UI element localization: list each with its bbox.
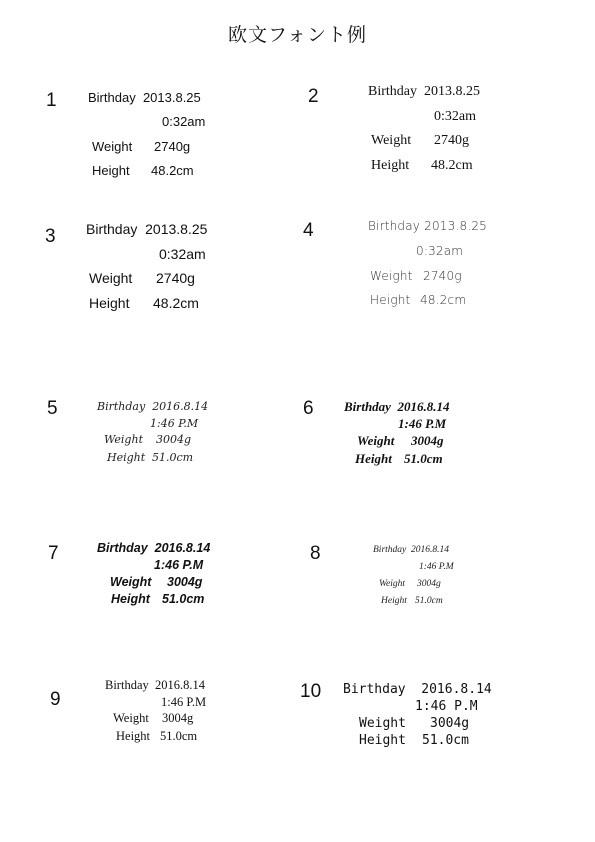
height-line (355, 451, 443, 467)
weight-value: 3004g (430, 716, 470, 731)
birth-time: 0:32am (434, 109, 476, 124)
birth-date: 2016.8.14 (411, 545, 449, 555)
height-label: Height (107, 451, 146, 464)
birthday-line (373, 545, 449, 555)
weight-line (110, 575, 202, 589)
birthday-line (97, 400, 208, 413)
birthday-line (368, 219, 487, 233)
height-line (381, 596, 443, 606)
height-label: Height (381, 596, 407, 606)
birthday-label: Birthday (368, 84, 417, 99)
weight-value: 3004g (156, 433, 192, 446)
weight-value: 3004g (411, 433, 444, 448)
birthday-label: Birthday (344, 399, 391, 414)
birth-date: 2013.8.25 (142, 90, 201, 105)
birth-date: 2016.8.14 (397, 399, 450, 414)
sample-number: 3 (45, 226, 56, 247)
birth-time: 0:32am (162, 114, 206, 129)
sample-number: 2 (308, 86, 319, 107)
weight-label: Weight (379, 579, 406, 589)
weight-value: 3004g (167, 575, 203, 589)
birthday-line (344, 399, 449, 415)
birth-time: 0:32am (159, 246, 206, 262)
height-label: Height (111, 592, 150, 606)
weight-line (371, 133, 469, 149)
birth-date: 2013.8.25 (424, 84, 480, 99)
weight-value: 2740g (154, 139, 191, 154)
weight-value: 3004g (417, 579, 441, 589)
sample-number: 4 (303, 220, 314, 241)
weight-label: Weight (113, 711, 149, 725)
height-value: 51.0cm (160, 729, 198, 743)
sample-number: 8 (310, 543, 321, 564)
birthday-label: Birthday (105, 678, 149, 692)
birth-time: 0:32am (416, 244, 464, 258)
height-value: 48.2cm (151, 163, 194, 178)
sample-number: 5 (47, 398, 58, 419)
birthday-label: Birthday (97, 400, 146, 413)
weight-line (113, 711, 193, 726)
height-label: Height (89, 295, 130, 311)
weight-line (379, 579, 441, 589)
birth-time: 1:46 P.M (150, 417, 199, 430)
weight-label: Weight (89, 270, 133, 286)
height-value: 51.0cm (422, 733, 469, 748)
birth-date: 2016.8.14 (421, 682, 492, 697)
height-label: Height (359, 733, 406, 748)
birth-date: 2016.8.14 (155, 678, 205, 692)
weight-value: 2740g (434, 133, 469, 148)
birth-time: 1:46 P.M (154, 558, 204, 572)
height-value: 51.0cm (404, 451, 443, 466)
sample-number: 6 (303, 398, 314, 419)
height-value: 51.0cm (152, 451, 194, 464)
birthday-label: Birthday (86, 221, 138, 237)
weight-label: Weight (370, 269, 413, 283)
birthday-label: Birthday (373, 545, 407, 555)
birth-time: 1:46 P.M (415, 699, 478, 714)
birth-time: 1:46 P.M (419, 562, 454, 572)
birthday-line (88, 90, 201, 105)
weight-value: 2740g (156, 270, 195, 286)
birthday-label: Birthday (97, 541, 148, 555)
height-label: Height (370, 293, 411, 307)
weight-line (359, 716, 469, 731)
height-value: 48.2cm (420, 293, 467, 307)
height-line (371, 158, 473, 174)
height-line (359, 733, 469, 748)
height-value: 48.2cm (431, 158, 473, 173)
birth-time: 1:46 P.M (398, 416, 447, 431)
birth-date: 2016.8.14 (152, 400, 209, 413)
height-label: Height (355, 451, 392, 466)
birth-time: 1:46 P.M (161, 695, 207, 709)
weight-label: Weight (104, 433, 143, 446)
weight-value: 2740g (423, 269, 462, 283)
weight-label: Weight (110, 575, 152, 589)
weight-value: 3004g (162, 711, 194, 725)
height-line (370, 293, 466, 307)
height-value: 51.0cm (415, 596, 443, 606)
weight-label: Weight (92, 139, 133, 154)
height-line (111, 592, 204, 606)
birth-date: 2013.8.25 (424, 219, 487, 233)
height-label: Height (371, 158, 410, 173)
birthday-line (97, 541, 210, 555)
birthday-line (343, 682, 492, 697)
sample-number: 1 (46, 90, 57, 111)
weight-label: Weight (357, 433, 395, 448)
page-title: 欧文フォント例 (227, 24, 368, 46)
birthday-label: Birthday (88, 90, 136, 105)
height-value: 51.0cm (162, 592, 205, 606)
birthday-label: Birthday (368, 219, 421, 233)
height-value: 48.2cm (153, 295, 199, 311)
weight-line (357, 433, 444, 449)
sample-number: 7 (48, 543, 59, 564)
height-line (89, 295, 199, 311)
weight-label: Weight (371, 133, 412, 148)
sample-number: 10 (300, 681, 322, 702)
weight-line (370, 269, 462, 283)
weight-line (89, 270, 195, 286)
weight-label: Weight (359, 716, 406, 731)
sample-number: 9 (50, 689, 61, 710)
birth-date: 2016.8.14 (154, 541, 211, 555)
height-label: Height (92, 163, 130, 178)
birthday-label: Birthday (343, 682, 406, 697)
weight-line (92, 139, 190, 154)
height-label: Height (116, 729, 151, 743)
weight-line (104, 433, 191, 446)
height-line (116, 729, 197, 744)
birthday-line (105, 678, 205, 693)
height-line (107, 451, 193, 464)
birthday-line (86, 221, 207, 237)
birthday-line (368, 84, 480, 100)
height-line (92, 163, 194, 178)
birth-date: 2013.8.25 (145, 221, 208, 237)
